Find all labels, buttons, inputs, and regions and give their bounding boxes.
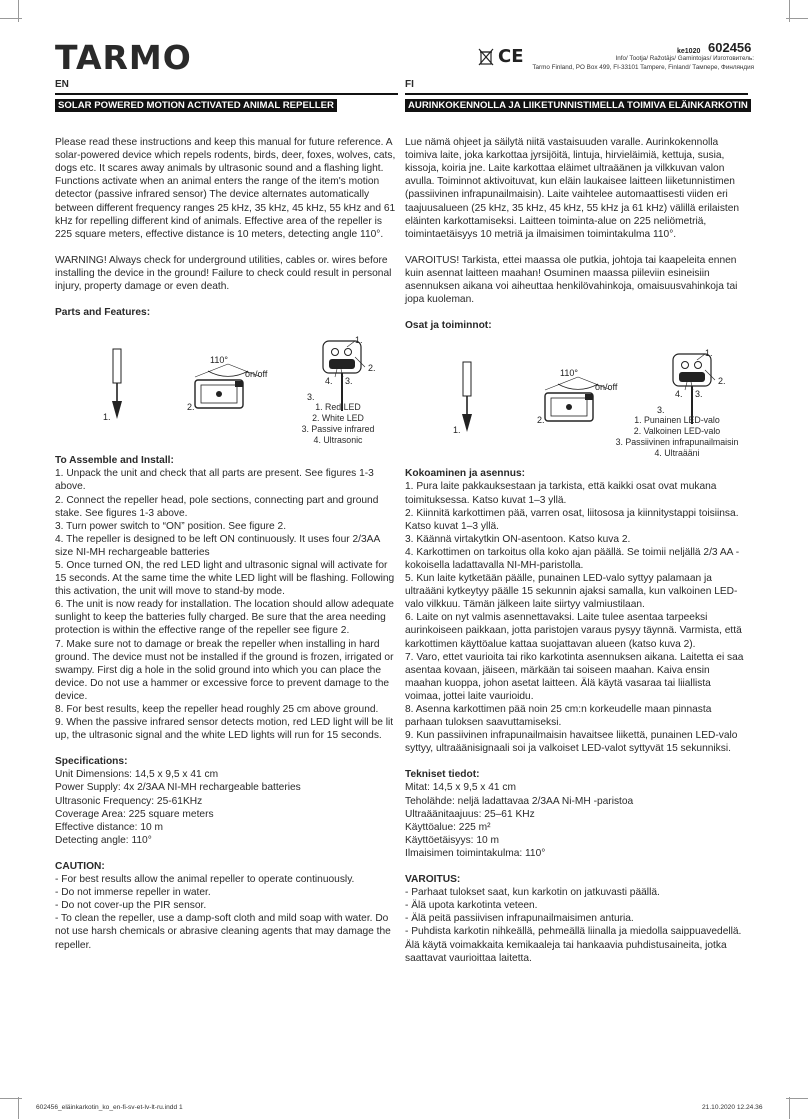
caution-item: - For best results allow the animal repeller to operate continuously. [55,874,355,886]
parts-legend [278,402,398,446]
legend-item: 3. Passiivinen infrapunailmaisin [615,437,739,448]
power-switch-label: on/off [245,369,268,380]
caution-item: - Puhdista karkotin nihkeällä, pehmeällä liinalla ja miedolla saippuavedellä. Älä käytä voimakkaita kemikaaleja tai hankaavia puhdistusaineita, jotka saattavat vaurioittaa laitetta. [405,926,742,964]
step-item: 6. The unit is now ready for installation. The location should allow adequate sunlight to keep the batteries fully charged. Be sure that the area needing protection is within the effective range of the repeller see figure 2. [55,599,394,637]
certification-icons [478,46,524,67]
section-title: SOLAR POWERED MOTION ACTIVATED ANIMAL REPELLER [55,99,337,112]
parts-heading: Osat ja toiminnot: [405,320,492,332]
spec-item: Ultrasonic Frequency: 25-61KHz [55,795,203,807]
legend-item: 4. Ultrasonic [313,435,363,446]
parts-legend [606,415,748,459]
spec-item: Unit Dimensions: 14,5 x 9,5 x 41 cm [55,769,219,781]
step-item: 9. Kun passiivinen infrapunailmaisin havaitsee liikettä, punainen LED-valo syttyy, ultraäänisignaali soi ja valkoiset LED-valot syttyvät 15 sekunniksi. [405,730,738,755]
step-item: 6. Laite on nyt valmis asennettavaksi. Laite tulee asentaa tarpeeksi aurinkoiseen paikkaan, jotta paristojen varaus pysyy täynnä. Varmista, että karkottimen käyttöalue kattaa suojattavan alueen (katso kuva 2). [405,612,742,650]
manufacturer-info [532,54,754,72]
brand-logo: TARMO [55,38,192,77]
step-item: 8. For best results, keep the repeller head roughly 25 cm above ground. [55,704,379,715]
intro-text: Lue nämä ohjeet ja säilytä niitä vastaisuuden varalle. Aurinkokennolla toimiva laite, joka karkottaa jyrsijöitä, lintuja, hirvieläimiä, kettuja, susia, kissoja, koiria jne. Laite karkottaa eläimet ultraäänen ja vilkkuvan valon avulla. Toiminnot aktivoituvat, kun eläin laukaisee laitteen liiketunnistimen (passiivinen infrapunailmaisin). Laite vaihtelee automaattisesti viiden eri taajuusalueen (25 kHz, 35 kHz, 45 kHz, 55 kHz ja 61 kHz) välillä erilaisten eläinten karkottamiseksi. Laitteen toiminta-alue on 225 neliömetriä, toimintaetäisyys 10 metriä ja ilmaisimen toimintakulma 110°. [405,137,740,240]
power-switch-label: on/off [595,382,618,393]
warning-text: WARNING! Always check for underground utilities, cables or. wires before installing the device in the ground! Failure to check could result in personal injury, property damage or even death. [55,254,392,293]
ce-mark-icon: CE [498,46,524,67]
warning-text: VAROITUS! Tarkista, ettei maassa ole putkia, johtoja tai kaapeleita ennen kuin asennat laitteen maahan! Osuminen maassa piileviin esineisiin asennuksen aikana voi aiheuttaa henkilövahinkoja, omaisuusvahinkoja tai jopa kuoleman. [405,254,738,306]
callout-1: 1. [355,335,363,346]
detection-angle-label: 110° [210,355,228,366]
parts-heading: Parts and Features: [55,307,151,319]
step-item: 3. Käännä virtakytkin ON-asentoon. Katso kuva 2. [405,533,631,545]
caution-heading: CAUTION: [55,860,105,872]
step-item: 5. Once turned ON, the red LED light and ultrasonic signal will activate for 15 seconds. At the same time the white LED light will be flashing. Following this activation, the unit will move to stand-by mode. [55,559,395,598]
caution-item: - Parhaat tulokset saat, kun karkotin on jatkuvasti päällä. [405,887,660,899]
footer-timestamp: 21.10.2020 12.24.36 [702,1104,763,1111]
assemble-heading: To Assemble and Install: [55,455,174,467]
finnish-section [405,79,748,965]
callout-3: 3. [345,376,353,387]
caution-item: - Do not cover-up the PIR sensor. [55,900,207,912]
legend-item: 1. Red LED [315,402,361,413]
callout-3: 3. [695,389,703,400]
legend-item: 1. Punainen LED-valo [634,415,720,426]
figure-label-2: 2. [187,402,195,413]
model-code-small: ke1020 [677,48,701,55]
english-section [55,79,398,952]
callout-4: 4. [675,389,683,400]
callout-2: 2. [368,363,376,374]
legend-item: 3. Passive infrared [301,424,375,435]
spec-item: Ilmaisimen toimintakulma: 110° [405,847,546,859]
manufacturer-line-2: Tarmo Finland, PO Box 499, FI-33101 Tampere, Finland/ Тампере, Финляндия [532,64,754,71]
caution-item: - To clean the repeller, use a damp-soft cloth and mild soap with water. Do not use harsh chemicals or abrasive cleaning agents that may damage the repeller. [55,913,391,951]
caution-item: - Älä peitä passiivisen infrapunailmaisimen anturia. [405,913,634,925]
step-item: 4. Karkottimen on tarkoitus olla koko ajan päällä. Se toimii neljällä 2/3 AA -kokoisella ladattavalla NI-MH-paristolla. [405,546,740,571]
spec-item: Power Supply: 4x 2/3AA NI-MH rechargeable batteries [55,782,301,794]
spec-item: Käyttöetäisyys: 10 m [405,834,499,846]
step-item: 9. When the passive infrared sensor detects motion, red LED light will be lit up, the ultrasonic signal and the white LED lights will run for 15 seconds. [55,717,394,742]
spec-item: Mitat: 14,5 x 9,5 x 41 cm [405,782,516,794]
step-item: 7. Make sure not to damage or break the repeller when installing in hard ground. The device must not be installed if the ground is frozen, irrigated or swampy. First dig a hole in the solid ground into which you can place the device. Do not use a hammer or excessive force to prevent damage to the device. [55,638,394,702]
spec-item: Käyttöalue: 225 m² [405,821,491,833]
step-item: 7. Varo, ettet vaurioita tai riko karkotinta asennuksen aikana. Laitetta ei saa asentaa kovaan, jäiseen, märkään tai soiseen maahan. Kaiva ensin maahan kuoppa, johon asetat laitteen. Älä käytä vasaraa tai liiallista voimaa, jottei laite vaurioidu. [405,651,744,702]
language-code: FI [405,79,414,90]
figure-label-1: 1. [103,412,111,423]
spec-item: Ultraäänitaajuus: 25–61 KHz [405,808,535,820]
callout-2: 2. [718,376,726,387]
footer-filename: 602456_eläinkarkotin_ko_en-fi-sv-et-lv-lt-ru.indd 1 [36,1104,183,1111]
figure-label-3: 3. [657,405,665,416]
step-item: 2. Connect the repeller head, pole sections, connecting part and ground stake. See figures 1-3 above. [55,494,379,519]
specifications-heading: Tekniset tiedot: [405,769,480,781]
weee-bin-icon [478,48,494,66]
figure-label-3: 3. [307,392,315,403]
figure-label-2: 2. [537,415,545,426]
step-item: 1. Unpack the unit and check that all parts are present. See figures 1-3 above. [55,468,374,493]
intro-text: Please read these instructions and keep this manual for future reference. A solar-powered device which repels rodents, birds, deer, foxes, wolves, cats, dogs etc. It scares away animals by ultrasonic sound and a flashing light. Functions activate when an animal enters the range of the item's motion detector (passive infrared sensor) The device alternates automatically between different frequency ranges 25 kHz, 35 kHz, 45 kHz, 55 kHz and 61 kHz for repelling different kind of animals. Effective area of the repeller is 225 square meters, effective distance is 10 meters, detecting angle 110°. [55,137,396,240]
step-item: 1. Pura laite pakkauksestaan ja tarkista, että kaikki osat ovat mukana toimituksessa. Katso kuvat 1–3 yllä. [405,481,717,506]
assemble-heading: Kokoaminen ja asennus: [405,468,526,480]
legend-item: 4. Ultraääni [654,448,700,459]
parts-figure [55,319,398,454]
detection-angle-label: 110° [560,368,578,379]
step-item: 4. The repeller is designed to be left ON continuously. It uses four 2/3AA size NI-MH rechargeable batteries [55,533,380,558]
section-title: AURINKOKENNOLLA JA LIIKETUNNISTIMELLA TOIMIVA ELÄINKARKOTIN [405,99,751,112]
legend-item: 2. Valkoinen LED-valo [633,426,721,437]
language-code: EN [55,79,69,90]
manufacturer-line-1: Info/ Tootja/ Ražotājs/ Gamintojas/ Изготовитель: [615,55,754,62]
callout-4: 4. [325,376,333,387]
step-item: 8. Asenna karkottimen pää noin 25 cm:n korkeudelle maan pinnasta parhaan tuloksen saavuttamiseksi. [405,704,712,729]
caution-item: - Do not immerse repeller in water. [55,887,211,899]
figure-label-1: 1. [453,425,461,436]
caution-item: - Älä upota karkotinta veteen. [405,900,538,912]
parts-figure [405,332,748,467]
specifications-heading: Specifications: [55,756,128,768]
product-number: 602456 [708,40,752,55]
step-item: 5. Kun laite kytketään päälle, punainen LED-valo syttyy palamaan ja ultraääni kytkeytyy päälle 15 sekunnin ajaksi samalla, kun valkoinen LED-valo vilkkuu. Tämän jälkeen laite siirtyy valmiustilaan. [405,573,738,611]
spec-item: Coverage Area: 225 square meters [55,808,214,820]
legend-item: 2. White LED [312,413,364,424]
step-item: 2. Kiinnitä karkottimen pää, varren osat, liitososa ja kiinnitystappi toisiinsa. Katso kuvat 1–3 yllä. [405,507,739,532]
spec-item: Effective distance: 10 m [55,821,163,833]
spec-item: Detecting angle: 110° [55,834,152,846]
step-item: 3. Turn power switch to “ON” position. See figure 2. [55,520,287,532]
spec-item: Teholähde: neljä ladattavaa 2/3AA Ni-MH -paristoa [405,795,634,807]
callout-1: 1. [705,348,713,359]
caution-heading: VAROITUS: [405,874,461,886]
